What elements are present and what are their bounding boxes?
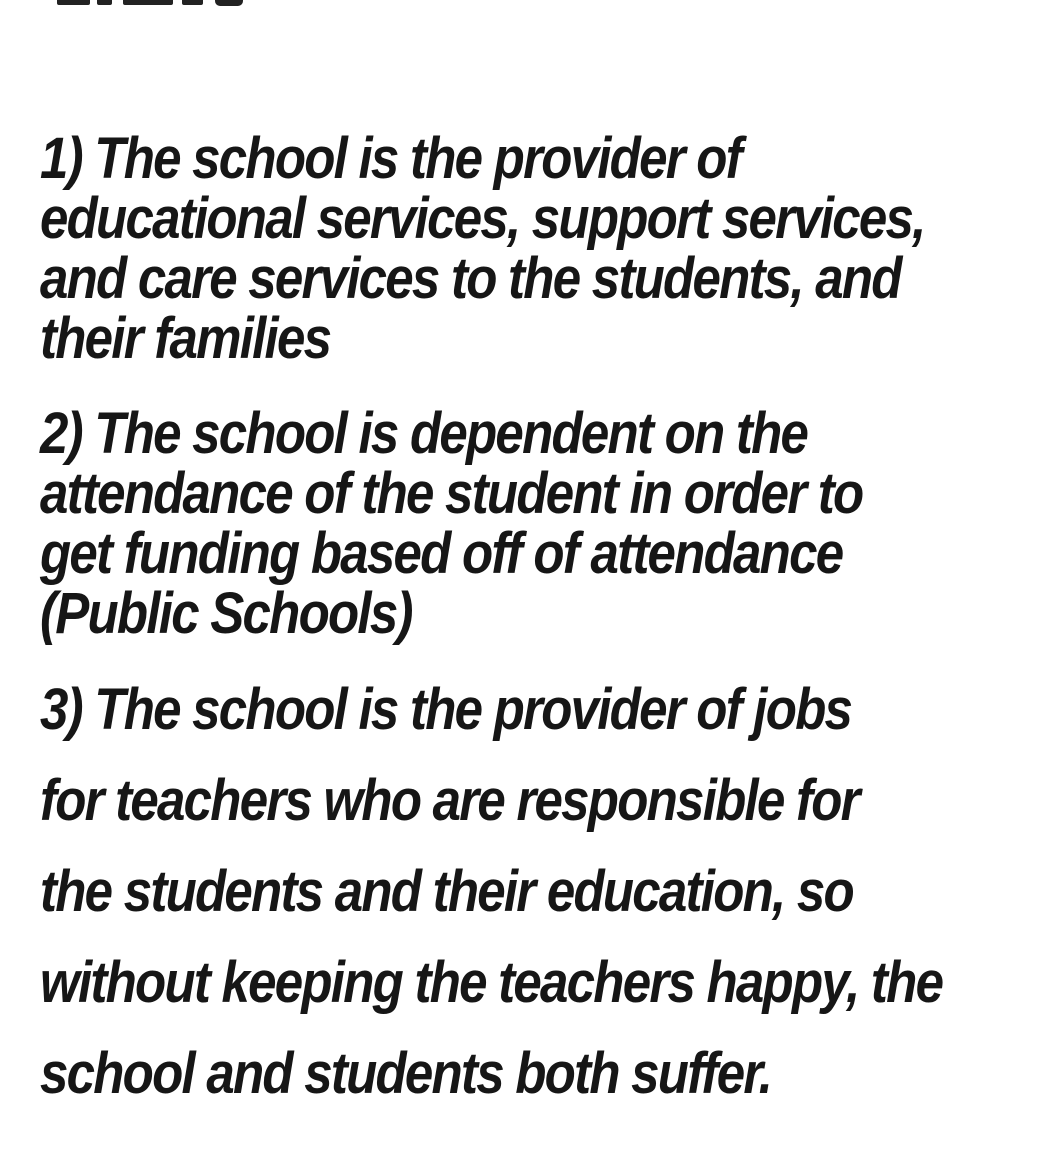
text-line: for teachers who are responsible for: [40, 768, 859, 833]
clipped-text-fragment: [0, 0, 1043, 12]
text-line: 3) The school is the provider of jobs: [40, 677, 852, 742]
text-line: without keeping the teachers happy, the: [40, 950, 943, 1015]
text-line: their families: [40, 306, 331, 371]
text-line: school and students both suffer.: [40, 1041, 772, 1106]
text-line: 2) The school is dependent on the: [40, 401, 808, 466]
answer-paragraph-1: [40, 126, 1033, 371]
glyph-fragment: [123, 0, 173, 5]
glyph-fragment: [97, 0, 112, 5]
text-line: the students and their education, so: [40, 859, 853, 924]
answer-paragraph-3: [40, 664, 1033, 1119]
glyph-fragment: [215, 0, 243, 6]
text-line: get funding based off of attendance: [40, 521, 843, 586]
glyph-fragment: [57, 0, 90, 5]
glyph-fragment: [182, 0, 203, 5]
text-line: educational services, support services,: [40, 186, 925, 251]
text-line: and care services to the students, and: [40, 246, 901, 311]
text-line: attendance of the student in order to: [40, 461, 863, 526]
text-line: (Public Schools): [40, 581, 412, 646]
text-line: 1) The school is the provider of: [40, 126, 741, 191]
answer-paragraph-2: [40, 401, 1033, 646]
